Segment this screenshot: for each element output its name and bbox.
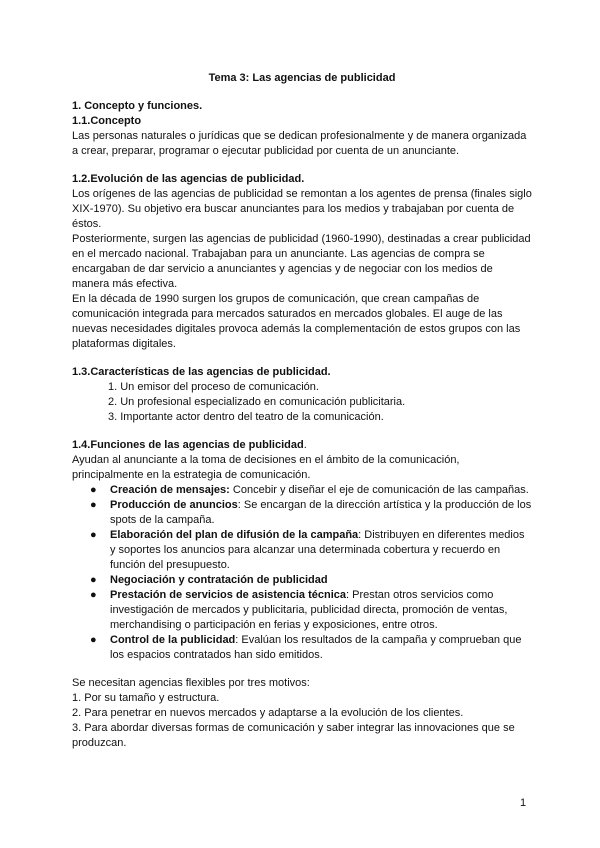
function-description: Concebir y diseñar el eje de comunicación de las campañas. (229, 484, 529, 496)
function-description: : Prestan otros servicios como investigación de mercados y publicitaria, publicidad directa, promoción de ventas, merchandising o participación en ferias y exposiciones, entre otros. (110, 589, 508, 631)
section-1-4-heading-tail: . (303, 439, 307, 451)
function-description: : Distribuyen en diferentes medios y soportes los anuncios para alcanzar una determinada cobertura y recuerdo en función del presupuesto. (110, 529, 525, 571)
reasons-intro: Se necesitan agencias flexibles por tres motivos: (72, 677, 310, 689)
bullet-icon: ● (90, 529, 97, 541)
section-1-2-paragraph: En la década de 1990 surgen los grupos de comunicación, que crean campañas de comunicación integrada para mercados saturados en mercados globales. El auge de las nuevas necesidades digitales provoca además la complementación de estos grupos con las plataformas digitales. (72, 293, 521, 350)
section-1-4-heading: 1.4.Funciones de las agencias de publicidad (72, 439, 304, 451)
reason-item: 3. Para abordar diversas formas de comunicación y saber integrar las innovaciones que se produzcan. (72, 722, 515, 749)
document-title: Tema 3: Las agencias de publicidad (208, 72, 396, 84)
function-title: Prestación de servicios de asistencia técnica (110, 589, 347, 601)
bullet-icon: ● (90, 574, 97, 586)
function-title: Producción de anuncios (110, 499, 238, 511)
list-item (90, 633, 532, 663)
section-1-3-heading: 1.3.Características de las agencias de publicidad. (72, 366, 331, 378)
bullet-icon: ● (90, 499, 97, 511)
bullet-icon: ● (90, 589, 97, 601)
functions-list (72, 483, 532, 663)
function-description: : Se encargan de la dirección artística y la producción de los spots de la campaña. (110, 499, 532, 526)
bullet-icon: ● (90, 634, 97, 646)
list-item: 3. Importante actor dentro del teatro de la comunicación. (108, 411, 384, 423)
page-number: 1 (520, 797, 527, 809)
section-1-4-intro: Ayudan al anunciante a la toma de decisiones en el ámbito de la comunicación, principalmente en la estrategia de comunicación. (72, 454, 460, 481)
section-1-1-heading: 1.1.Concepto (72, 115, 142, 127)
section-1-1-text: Las personas naturales o jurídicas que se dedican profesionalmente y de manera organizada a crear, preparar, programar o ejecutar publicidad por cuenta de un anunciante. (72, 130, 527, 157)
list-item (90, 588, 532, 633)
section-1-2-heading: 1.2.Evolución de las agencias de publicidad. (72, 173, 305, 185)
section-1-4-heading-line (72, 438, 532, 453)
list-item (90, 573, 532, 588)
reason-item: 2. Para penetrar en nuevos mercados y adaptarse a la evolución de los clientes. (72, 707, 464, 719)
section-1-2-paragraph: Los orígenes de las agencias de publicidad se remontan a los agentes de prensa (finales siglo XIX-1970). Su objetivo era buscar anunciantes para los medios y trabajaban por cuenta de éstos. (72, 188, 532, 230)
section-1-heading: 1. Concepto y funciones. (72, 100, 203, 112)
list-item (90, 498, 532, 528)
function-title: Negociación y contratación de publicidad (110, 574, 328, 586)
function-title: Control de la publicidad (110, 634, 236, 646)
list-item (90, 528, 532, 573)
characteristics-list (72, 380, 532, 425)
document-body (72, 71, 532, 751)
reason-item: 1. Por su tamaño y estructura. (72, 692, 220, 704)
list-item: 2. Un profesional especializado en comunicación publicitaria. (108, 396, 406, 408)
function-title: Elaboración del plan de difusión de la campaña (110, 529, 359, 541)
list-item: 1. Un emisor del proceso de comunicación. (108, 381, 319, 393)
bullet-icon: ● (90, 484, 97, 496)
list-item (90, 483, 532, 498)
section-1-2-paragraph: Posteriormente, surgen las agencias de publicidad (1960-1990), destinadas a crear publicidad en el mercado nacional. Trabajaban para un anunciante. Las agencias de compra se encargaban de dar servicio a anunciantes y agencias y de negociar con los medios de manera más efectiva. (72, 233, 531, 290)
function-title: Creación de mensajes: (110, 484, 230, 496)
function-description: : Evalúan los resultados de la campaña y comprueban que los espacios contratados han sido emitidos. (110, 634, 522, 661)
